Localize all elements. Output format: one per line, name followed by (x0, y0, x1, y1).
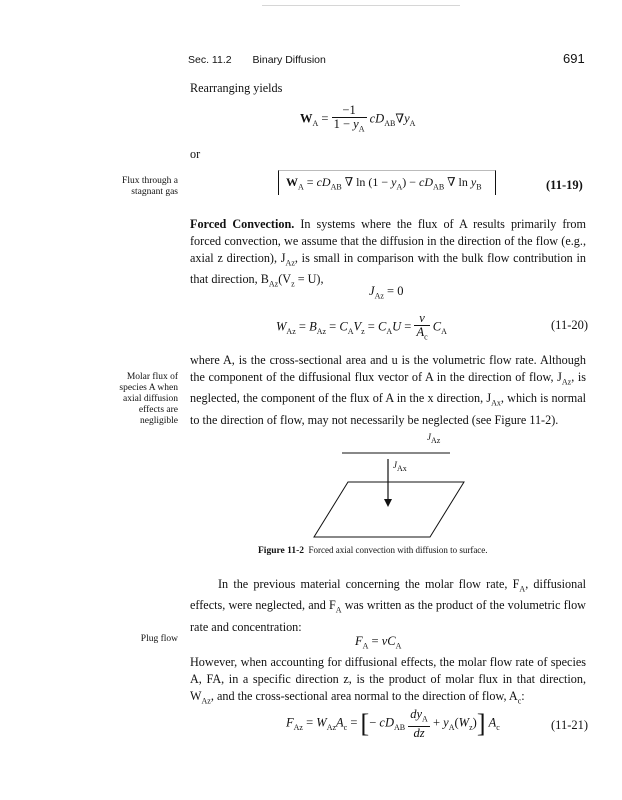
where-paragraph: where A, is the cross-sectional area and u is the volumetric flow rate. Although the component of the diffusional flux vector of A in the direction of flow, $J_{Az}$, is neglected, the component of the flux of A in the x direction, $J_{Ax}$, which is normal to the direction of flow, may not necessarily be neglected (see Figure 11-2). (190, 353, 586, 427)
section-title: Binary Diffusion (252, 54, 326, 66)
figure-label-jaz: $J_{Az}$ (427, 432, 441, 445)
figure-caption: Figure 11-2 Forced axial convection with diffusion to surface. (258, 545, 488, 556)
margin-note-plug-flow: Plug flow (140, 634, 178, 644)
page-number: 691 (563, 51, 585, 66)
equation-number-11-21: (11-21) (551, 718, 589, 732)
forced-convection-paragraph: Forced Convection. In systems where the flux of A results primarily from forced convection, we assume that the diffusion in the direction of the flow (e.g., axial z direction), $J_{Az}$, is small in comparison with the bulk flow contribution in that direction, $B_{Az}(V_z = U)$, (190, 217, 587, 289)
rearranging-text: Rearranging yields (190, 81, 283, 95)
equation-jaz-zero: $J_{Az} = 0$ (369, 284, 404, 301)
flux-arrow-head (384, 499, 392, 507)
surface-plane (314, 482, 464, 537)
equation-rearranged: $W_A$ = $\frac{-1}{1 - y_A}$ $cD_{AB}\nabla y_A$ (300, 103, 416, 134)
equation-number-11-20: (11-20) (551, 318, 589, 332)
equation-11-19: $W_A = cD_{AB}$ ∇ $\ln (1 - y_A) - cD_{AB}$ ∇ $\ln y_B$ (286, 175, 482, 192)
equation-number-11-19: (11-19) (546, 178, 583, 192)
or-text: or (190, 147, 201, 161)
however-paragraph: However, when accounting for diffusional effects, the molar flow rate of species A, FA, in a specific direction z, is the product of molar flux in that direction, $W_{Az}$, and the cross-sectional area normal to the direction of flow, $A_c$: (190, 655, 586, 706)
margin-note-flux-stagnant: Flux through a stagnant gas (122, 176, 178, 197)
top-rule (262, 5, 460, 6)
forced-convection-heading: Forced Convection. (190, 217, 295, 231)
figure-11-2 (300, 425, 500, 550)
equation-11-20: $W_{Az} = B_{Az} = C_AV_z = C_AU$ = $\frac{v}{A_c}$ $C_A$ (276, 311, 447, 342)
previous-material-paragraph: In the previous material concerning the molar flow rate, $F_A$, diffusional effects, were neglected, and $F_A$ was written as the product of the volumetric flow rate and concentration: (190, 577, 586, 634)
equation-plug-flow: $F_A = vC_A$ (355, 634, 402, 651)
section-number: Sec. 11.2 (188, 54, 232, 66)
equation-11-21: $F_{Az} = W_{Az}A_c$ = [− $cD_{AB}$ $\frac{dy_A}{dz}$ + $y_A(W_z)$] $A_c$ (286, 707, 500, 740)
figure-label-jax: $J_{Ax}$ (393, 460, 407, 473)
margin-note-molar-flux: Molar flux of species A when axial diffusion effects are negligible (119, 372, 178, 426)
running-header (188, 54, 326, 66)
